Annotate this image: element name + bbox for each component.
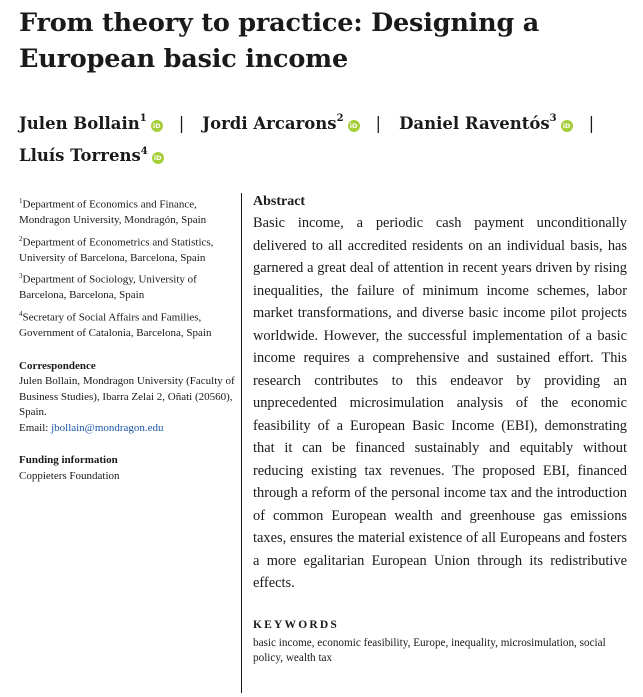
affiliation-number: 1 — [19, 197, 23, 205]
correspondence-heading: Correspondence — [19, 359, 96, 372]
author-affiliation-number: 1 — [139, 113, 147, 124]
affiliation-number: 4 — [19, 309, 23, 318]
affiliation-text: Department of Economics and Finance, Mondragon University, Mondragón, Spain — [19, 198, 207, 227]
author-separator: | — [375, 113, 382, 133]
affiliation — [19, 232, 241, 267]
keywords-text: basic income, economic feasibility, Europe, inequality, microsimulation, social policy, wealth tax — [253, 636, 606, 664]
column-divider — [241, 193, 242, 693]
affiliation-text: Department of Sociology, University of Barcelona, Barcelona, Spain — [19, 273, 197, 302]
orcid-icon[interactable]: iD — [152, 152, 164, 164]
author-name: Julen Bollain — [19, 113, 140, 133]
orcid-icon[interactable]: iD — [561, 120, 573, 132]
affiliation-number: 2 — [19, 234, 23, 243]
funding-text: Coppieters Foundation — [19, 469, 120, 482]
author-1 — [19, 114, 163, 133]
funding-heading: Funding information — [19, 454, 118, 467]
author-separator: | — [178, 113, 185, 133]
author-affiliation-number: 4 — [140, 145, 148, 157]
affiliation-text: Department of Econometrics and Statistics, University of Barcelona, Barcelona, Spain — [19, 236, 214, 264]
author-affiliation-number: 2 — [336, 113, 344, 124]
author-4 — [19, 146, 164, 165]
abstract-section — [253, 193, 627, 667]
author-list — [19, 105, 629, 170]
author-separator: | — [588, 113, 595, 133]
affiliation — [19, 194, 241, 229]
abstract-heading: Abstract — [253, 194, 306, 209]
paper-title: From theory to practice: Designing a European basic income — [19, 8, 540, 74]
author-affiliation-number: 3 — [549, 113, 557, 124]
affiliation-text: Secretary of Social Affairs and Families, Government of Catalonia, Barcelona, Spain — [19, 311, 212, 340]
affiliation — [19, 307, 241, 342]
author-name: Lluís Torrens — [19, 146, 141, 165]
sidebar-metadata — [19, 194, 241, 484]
author-2 — [202, 114, 359, 133]
keywords-heading: KEYWORDS — [253, 618, 339, 631]
author-name: Daniel Raventós — [399, 113, 550, 133]
abstract-text: Basic income, a periodic cash payment unconditionally delivered to all accredited residents on an individual basis, has garnered a great deal of attention in recent years driven by rising inequalities, the failure of minimum income schemes, labor market transformations, and diverse basic income pilot projects worldwide. However, the successful implementation of a basic income requires a comprehensive and sustained effort. This research contributes to this endeavor by providing an unprecedented microsimulation analysis of the economic feasibility of a European Basic Income (EBI), demonstrating that it can be financed sustainably and equitably without reducing existing tax revenues. The proposed EBI, financed through a reform of the personal income tax and the introduction of common European wealth and greenhouse gas emissions taxes, ensures the material existence of all Europeans and fosters a more egalitarian European Union through its redistributive effects. — [253, 215, 627, 591]
email-link[interactable]: jbollain@mondragon.edu — [51, 421, 164, 434]
affiliation-number: 3 — [19, 272, 23, 281]
author-3 — [399, 114, 573, 133]
orcid-icon[interactable]: iD — [348, 120, 360, 132]
email-label: Email: — [19, 421, 49, 434]
affiliation — [19, 269, 241, 304]
orcid-icon[interactable]: iD — [151, 120, 163, 132]
correspondence-address: Julen Bollain, Mondragon University (Faculty of Business Studies), Ibarra Zelai 2, Oñati (20560), Spain. — [19, 375, 235, 419]
correspondence-email-line — [19, 421, 241, 437]
author-name: Jordi Arcarons — [202, 113, 337, 133]
